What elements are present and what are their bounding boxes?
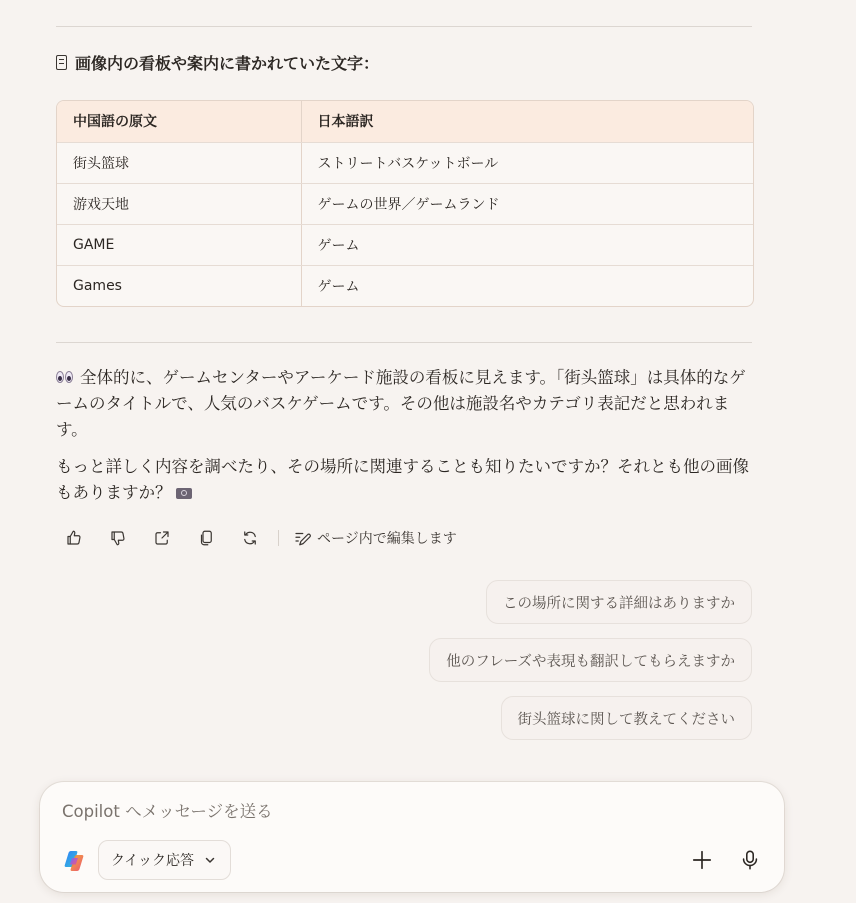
table-cell-translation: ストリートバスケットボール: [301, 142, 753, 183]
table-cell-translation: ゲーム: [317, 278, 360, 295]
message-actions: [56, 523, 457, 553]
copy-icon: [197, 529, 215, 547]
section-heading-text: 画像内の看板や案内に書かれていた文字：: [75, 53, 380, 73]
plus-icon: [691, 849, 713, 871]
edit-in-page-label: ページ内で編集します: [317, 531, 457, 547]
table-cell-translation: ゲームの世界／ゲームランド: [301, 183, 753, 224]
table-row: [57, 224, 753, 265]
table-cell-original: 街头篮球: [57, 142, 301, 183]
table-cell-original: GAME: [57, 224, 301, 265]
section-heading: [56, 50, 379, 74]
edit-in-page-button[interactable]: [293, 523, 457, 553]
chevron-down-icon: [204, 854, 216, 866]
thumbs-up-icon: [65, 529, 83, 547]
copilot-logo-icon: [62, 849, 86, 873]
dislike-button[interactable]: [100, 523, 136, 553]
table-header-row: [57, 101, 753, 142]
voice-input-button[interactable]: [734, 844, 766, 876]
table-row: [57, 142, 753, 183]
like-button[interactable]: [56, 523, 92, 553]
actions-separator: [278, 530, 279, 546]
table-row: [57, 183, 753, 224]
followup-text: もっと詳しく内容を調べたり、その場所に関連することも知りたいですか？それとも他の画像もありますか？: [56, 457, 749, 502]
response-mode-dropdown[interactable]: [98, 840, 231, 880]
suggestion-chip[interactable]: 他のフレーズや表現も翻訳してもらえますか: [429, 638, 752, 682]
suggestion-chip[interactable]: この場所に関する詳細はありますか: [486, 580, 752, 624]
message-composer: [40, 782, 784, 892]
response-mode-label: クイック応答: [111, 853, 195, 869]
table-header-translation: 日本語訳: [301, 101, 753, 142]
camera-emoji-icon: [176, 488, 192, 499]
share-icon: [153, 529, 171, 547]
suggestion-list: [429, 580, 752, 754]
summary-text: 全体的に、ゲームセンターやアーケード施設の看板に見えます。「街头篮球」は具体的なゲームのタイトルで、人気のバスケゲームです。その他は施設名やカテゴリ表記だと思われます。: [56, 368, 746, 439]
table-header-original: 中国語の原文: [57, 101, 301, 142]
thumbs-down-icon: [109, 529, 127, 547]
middle-divider: [56, 342, 752, 343]
add-attachment-button[interactable]: [686, 844, 718, 876]
microphone-icon: [739, 849, 761, 871]
eyes-emoji-icon: [56, 371, 74, 383]
table-row: [57, 265, 753, 306]
suggestion-chip[interactable]: 街头篮球に関して教えてください: [501, 696, 753, 740]
regenerate-button[interactable]: [232, 523, 268, 553]
summary-paragraph: [56, 365, 756, 443]
refresh-icon: [241, 529, 259, 547]
edit-pen-icon: [293, 529, 311, 547]
table-cell-original: Games: [57, 265, 301, 306]
share-button[interactable]: [144, 523, 180, 553]
table-cell-original: 游戏天地: [57, 183, 301, 224]
top-divider: [56, 26, 752, 27]
message-input[interactable]: [62, 798, 662, 824]
copy-button[interactable]: [188, 523, 224, 553]
memo-icon: [56, 55, 67, 70]
followup-paragraph: [56, 454, 756, 506]
table-cell-translation: ゲーム: [301, 224, 753, 265]
translation-table: [56, 100, 754, 307]
